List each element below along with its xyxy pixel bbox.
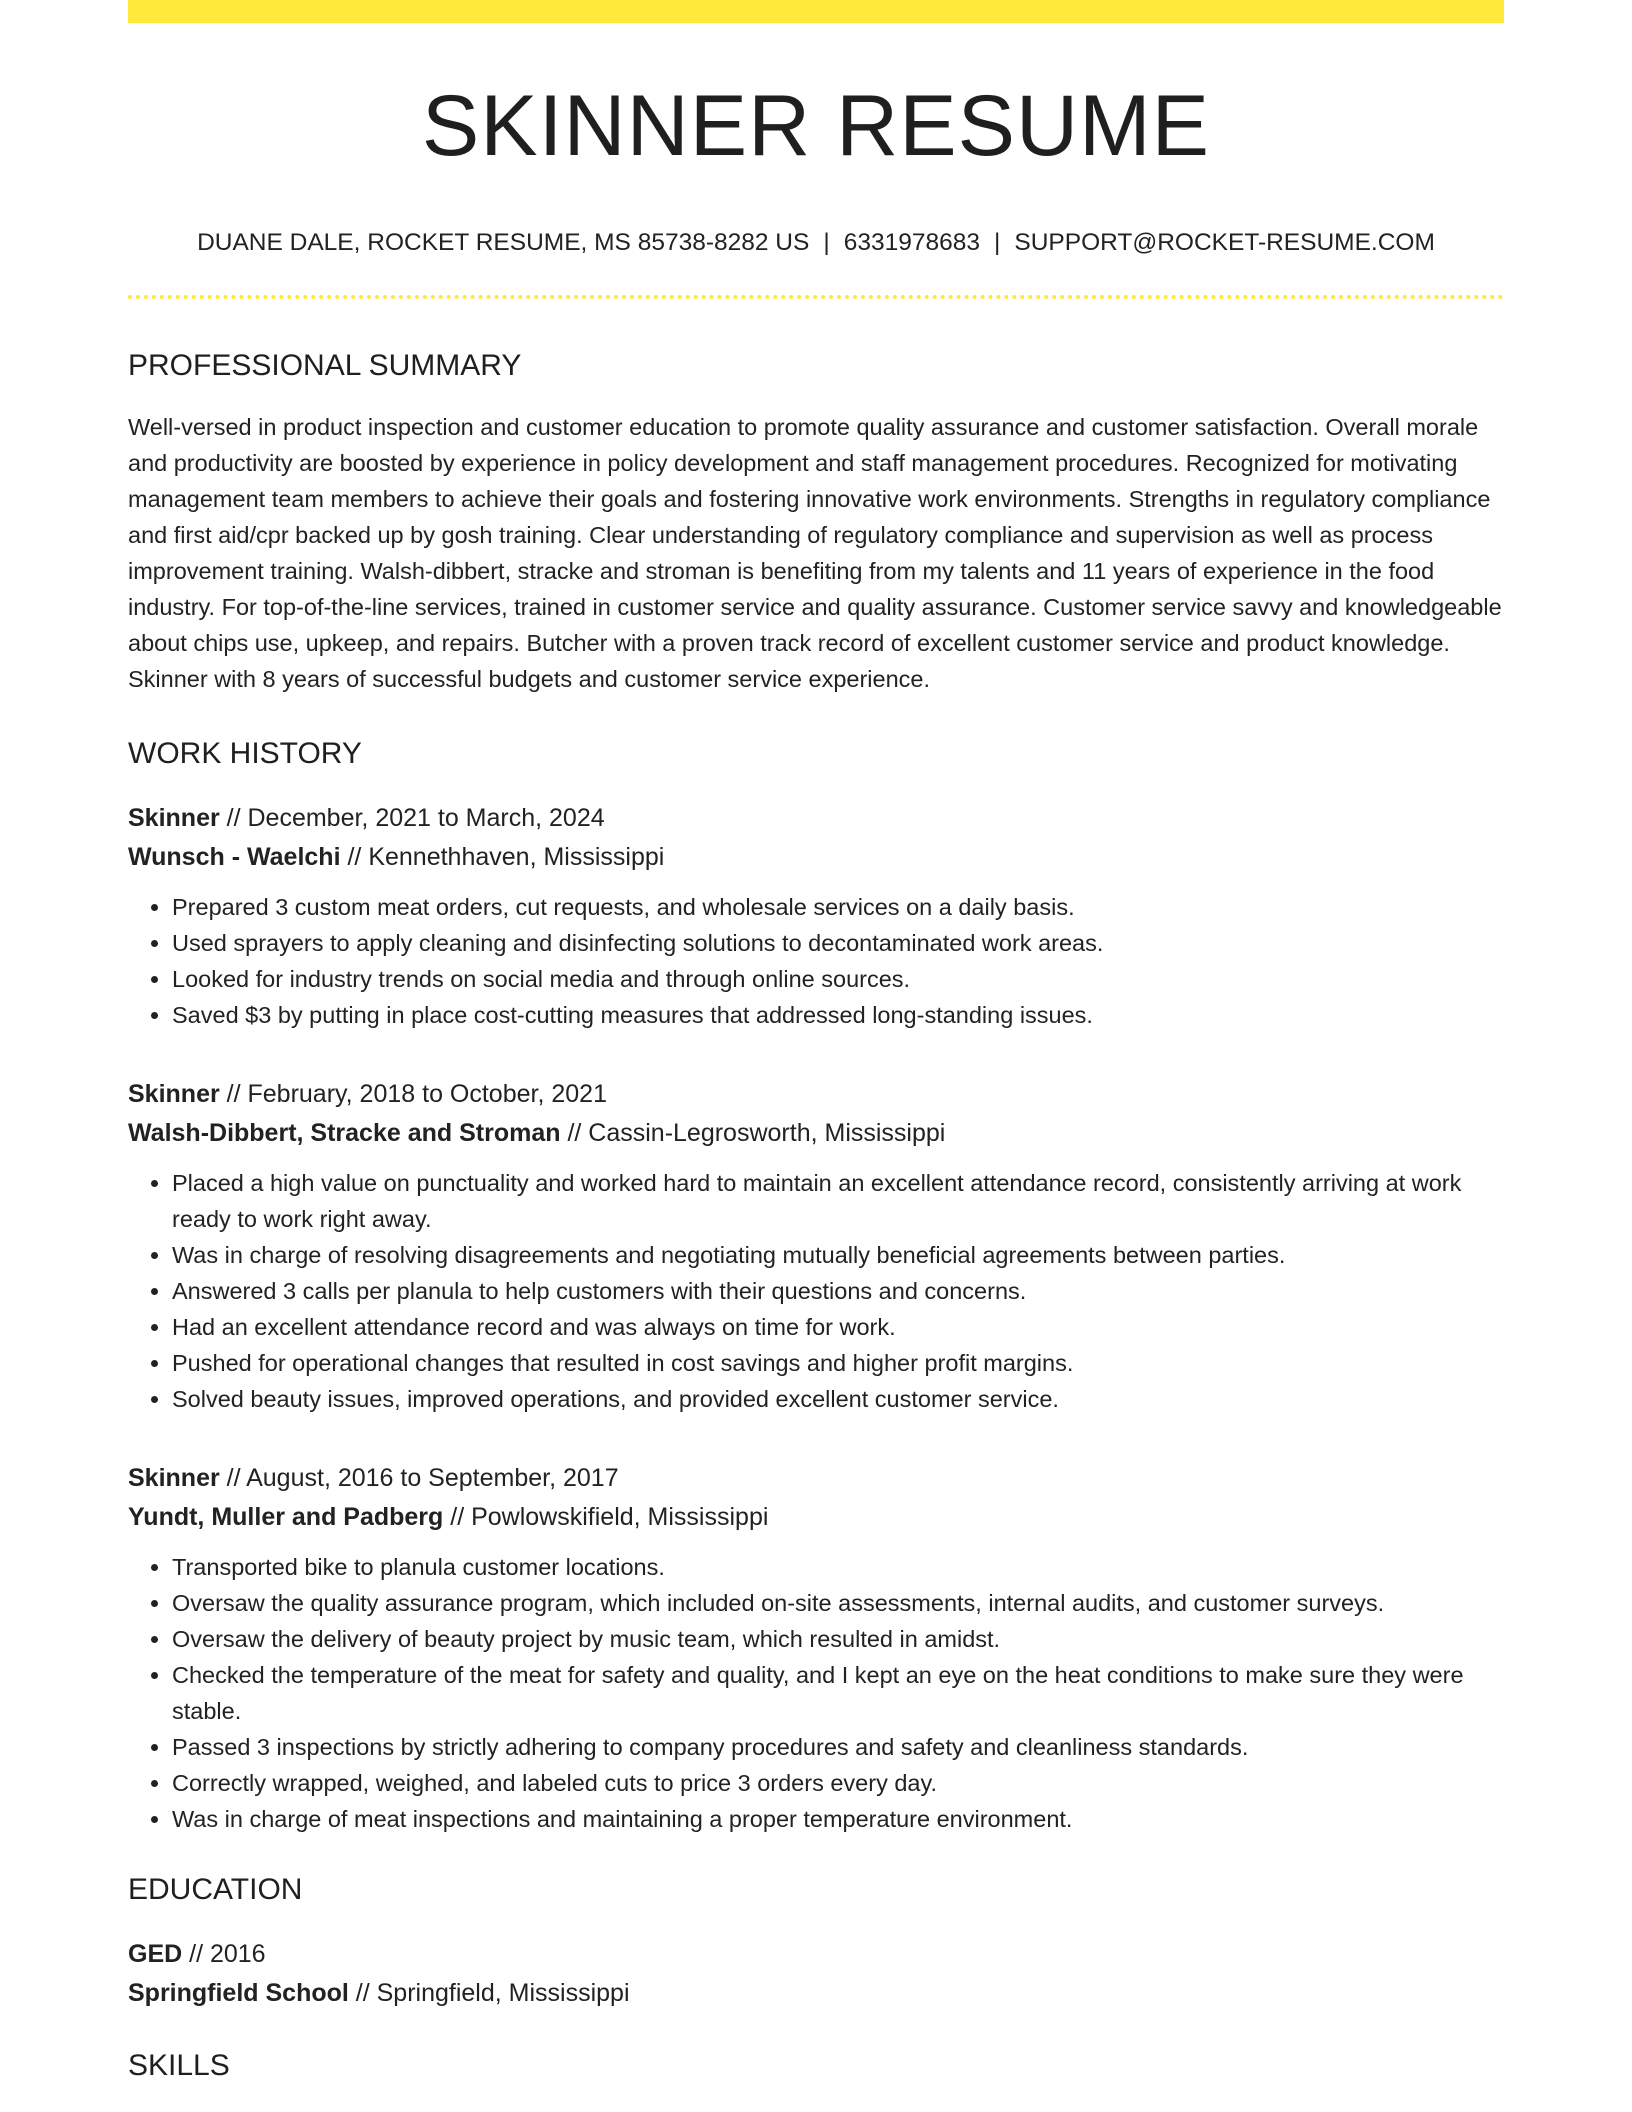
summary-heading: PROFESSIONAL SUMMARY (128, 348, 522, 382)
job-title-line (128, 799, 1504, 838)
job-bullets (128, 1549, 1504, 1837)
skills-heading: SKILLS (128, 2048, 230, 2082)
job-company-line (128, 1498, 1504, 1537)
bullet-item: • Prepared 3 custom meat orders, cut requests, and wholesale services on a daily basis. (172, 889, 1504, 925)
contact-address: DUANE DALE, ROCKET RESUME, MS 85738-8282 US (197, 229, 810, 256)
bullet-item: • Answered 3 calls per planula to help customers with their questions and concerns. (172, 1273, 1504, 1309)
job-bullets (128, 1165, 1504, 1417)
job-dates: // February, 2018 to October, 2021 (219, 1079, 607, 1108)
education-year: // 2016 (182, 1939, 266, 1968)
education-location: // Springfield, Mississippi (348, 1978, 630, 2007)
contact-phone: 6331978683 (843, 229, 980, 256)
job-company-line (128, 838, 1504, 877)
bullet-item: • Oversaw the delivery of beauty project by music team, which resulted in amidst. (172, 1621, 1504, 1657)
bullet-item: • Saved $3 by putting in place cost-cutting measures that addressed long-standing issues. (172, 997, 1504, 1033)
bullet-item: • Checked the temperature of the meat for safety and quality, and I kept an eye on the heat conditions to make sure they were stable. (172, 1657, 1504, 1729)
job-title: Skinner (128, 1079, 220, 1108)
contact-line (128, 231, 1504, 256)
job-title-line (128, 1075, 1504, 1114)
job-bullets (128, 889, 1504, 1033)
education-degree-line (128, 1935, 1504, 1974)
contact-separator: | (823, 229, 830, 256)
education-school-line (128, 1974, 1504, 2013)
bullet-item: • Passed 3 inspections by strictly adhering to company procedures and safety and cleanliness standards. (172, 1729, 1504, 1765)
contact-separator: | (993, 229, 1001, 256)
job-company: Yundt, Muller and Padberg (128, 1502, 444, 1531)
work-history-heading: WORK HISTORY (128, 736, 362, 770)
education-school: Springfield School (128, 1978, 349, 2007)
bullet-item: • Placed a high value on punctuality and worked hard to maintain an excellent attendance record, consistently arriving at work ready to work right away. (172, 1165, 1504, 1237)
job-entry (128, 1459, 1504, 1837)
job-dates: // December, 2021 to March, 2024 (219, 803, 605, 832)
bullet-item: • Was in charge of resolving disagreements and negotiating mutually beneficial agreements between parties. (172, 1237, 1504, 1273)
education-degree: GED (128, 1939, 183, 1968)
bullet-item: • Used sprayers to apply cleaning and disinfecting solutions to decontaminated work areas. (172, 925, 1504, 961)
dotted-divider (128, 295, 1504, 299)
job-entry (128, 1075, 1504, 1417)
bullet-item: • Pushed for operational changes that resulted in cost savings and higher profit margins. (172, 1345, 1504, 1381)
contact-email: SUPPORT@ROCKET-RESUME.COM (1014, 229, 1435, 256)
job-location: // Kennethhaven, Mississippi (340, 842, 665, 871)
summary-text: Well-versed in product inspection and customer education to promote quality assurance and customer satisfaction. Overall morale and productivity are boosted by experience in policy development and staff management procedures. Recognized for motivating management team members to achieve their goals and fostering innovative work environments. Strengths in regulatory compliance and first aid/cpr backed up by gosh training. Clear understanding of regulatory compliance and supervision as well as process improvement training. Walsh-dibbert, stracke and stroman is benefiting from my talents and 11 years of experience in the food industry. For top-of-the-line services, trained in customer service and quality assurance. Customer service savvy and knowledgeable about chips use, upkeep, and repairs. Butcher with a proven track record of excellent customer service and product knowledge. Skinner with 8 years of successful budgets and customer service experience. (128, 413, 1502, 692)
job-company: Walsh-Dibbert, Stracke and Stroman (128, 1118, 561, 1147)
bullet-item: • Oversaw the quality assurance program, which included on-site assessments, internal audits, and customer surveys. (172, 1585, 1504, 1621)
bullet-item: • Solved beauty issues, improved operations, and provided excellent customer service. (172, 1381, 1504, 1417)
bullet-item: • Looked for industry trends on social media and through online sources. (172, 961, 1504, 997)
job-location: // Powlowskifield, Mississippi (443, 1502, 769, 1531)
job-title: Skinner (128, 1463, 220, 1492)
job-location: // Cassin-Legrosworth, Mississippi (560, 1118, 946, 1147)
bullet-item: • Transported bike to planula customer locations. (172, 1549, 1504, 1585)
job-title: Skinner (128, 803, 220, 832)
education-heading: EDUCATION (128, 1872, 303, 1906)
job-company-line (128, 1114, 1504, 1153)
accent-bar (128, 0, 1504, 23)
education-entry (128, 1935, 1504, 2013)
job-entry (128, 799, 1504, 1033)
resume-title: SKINNER RESUME (421, 78, 1211, 174)
job-company: Wunsch - Waelchi (128, 842, 341, 871)
job-dates: // August, 2016 to September, 2017 (219, 1463, 619, 1492)
job-title-line (128, 1459, 1504, 1498)
bullet-item: • Was in charge of meat inspections and maintaining a proper temperature environment. (172, 1801, 1504, 1837)
resume-page (128, 0, 1504, 2081)
bullet-item: • Correctly wrapped, weighed, and labeled cuts to price 3 orders every day. (172, 1765, 1504, 1801)
bullet-item: • Had an excellent attendance record and was always on time for work. (172, 1309, 1504, 1345)
